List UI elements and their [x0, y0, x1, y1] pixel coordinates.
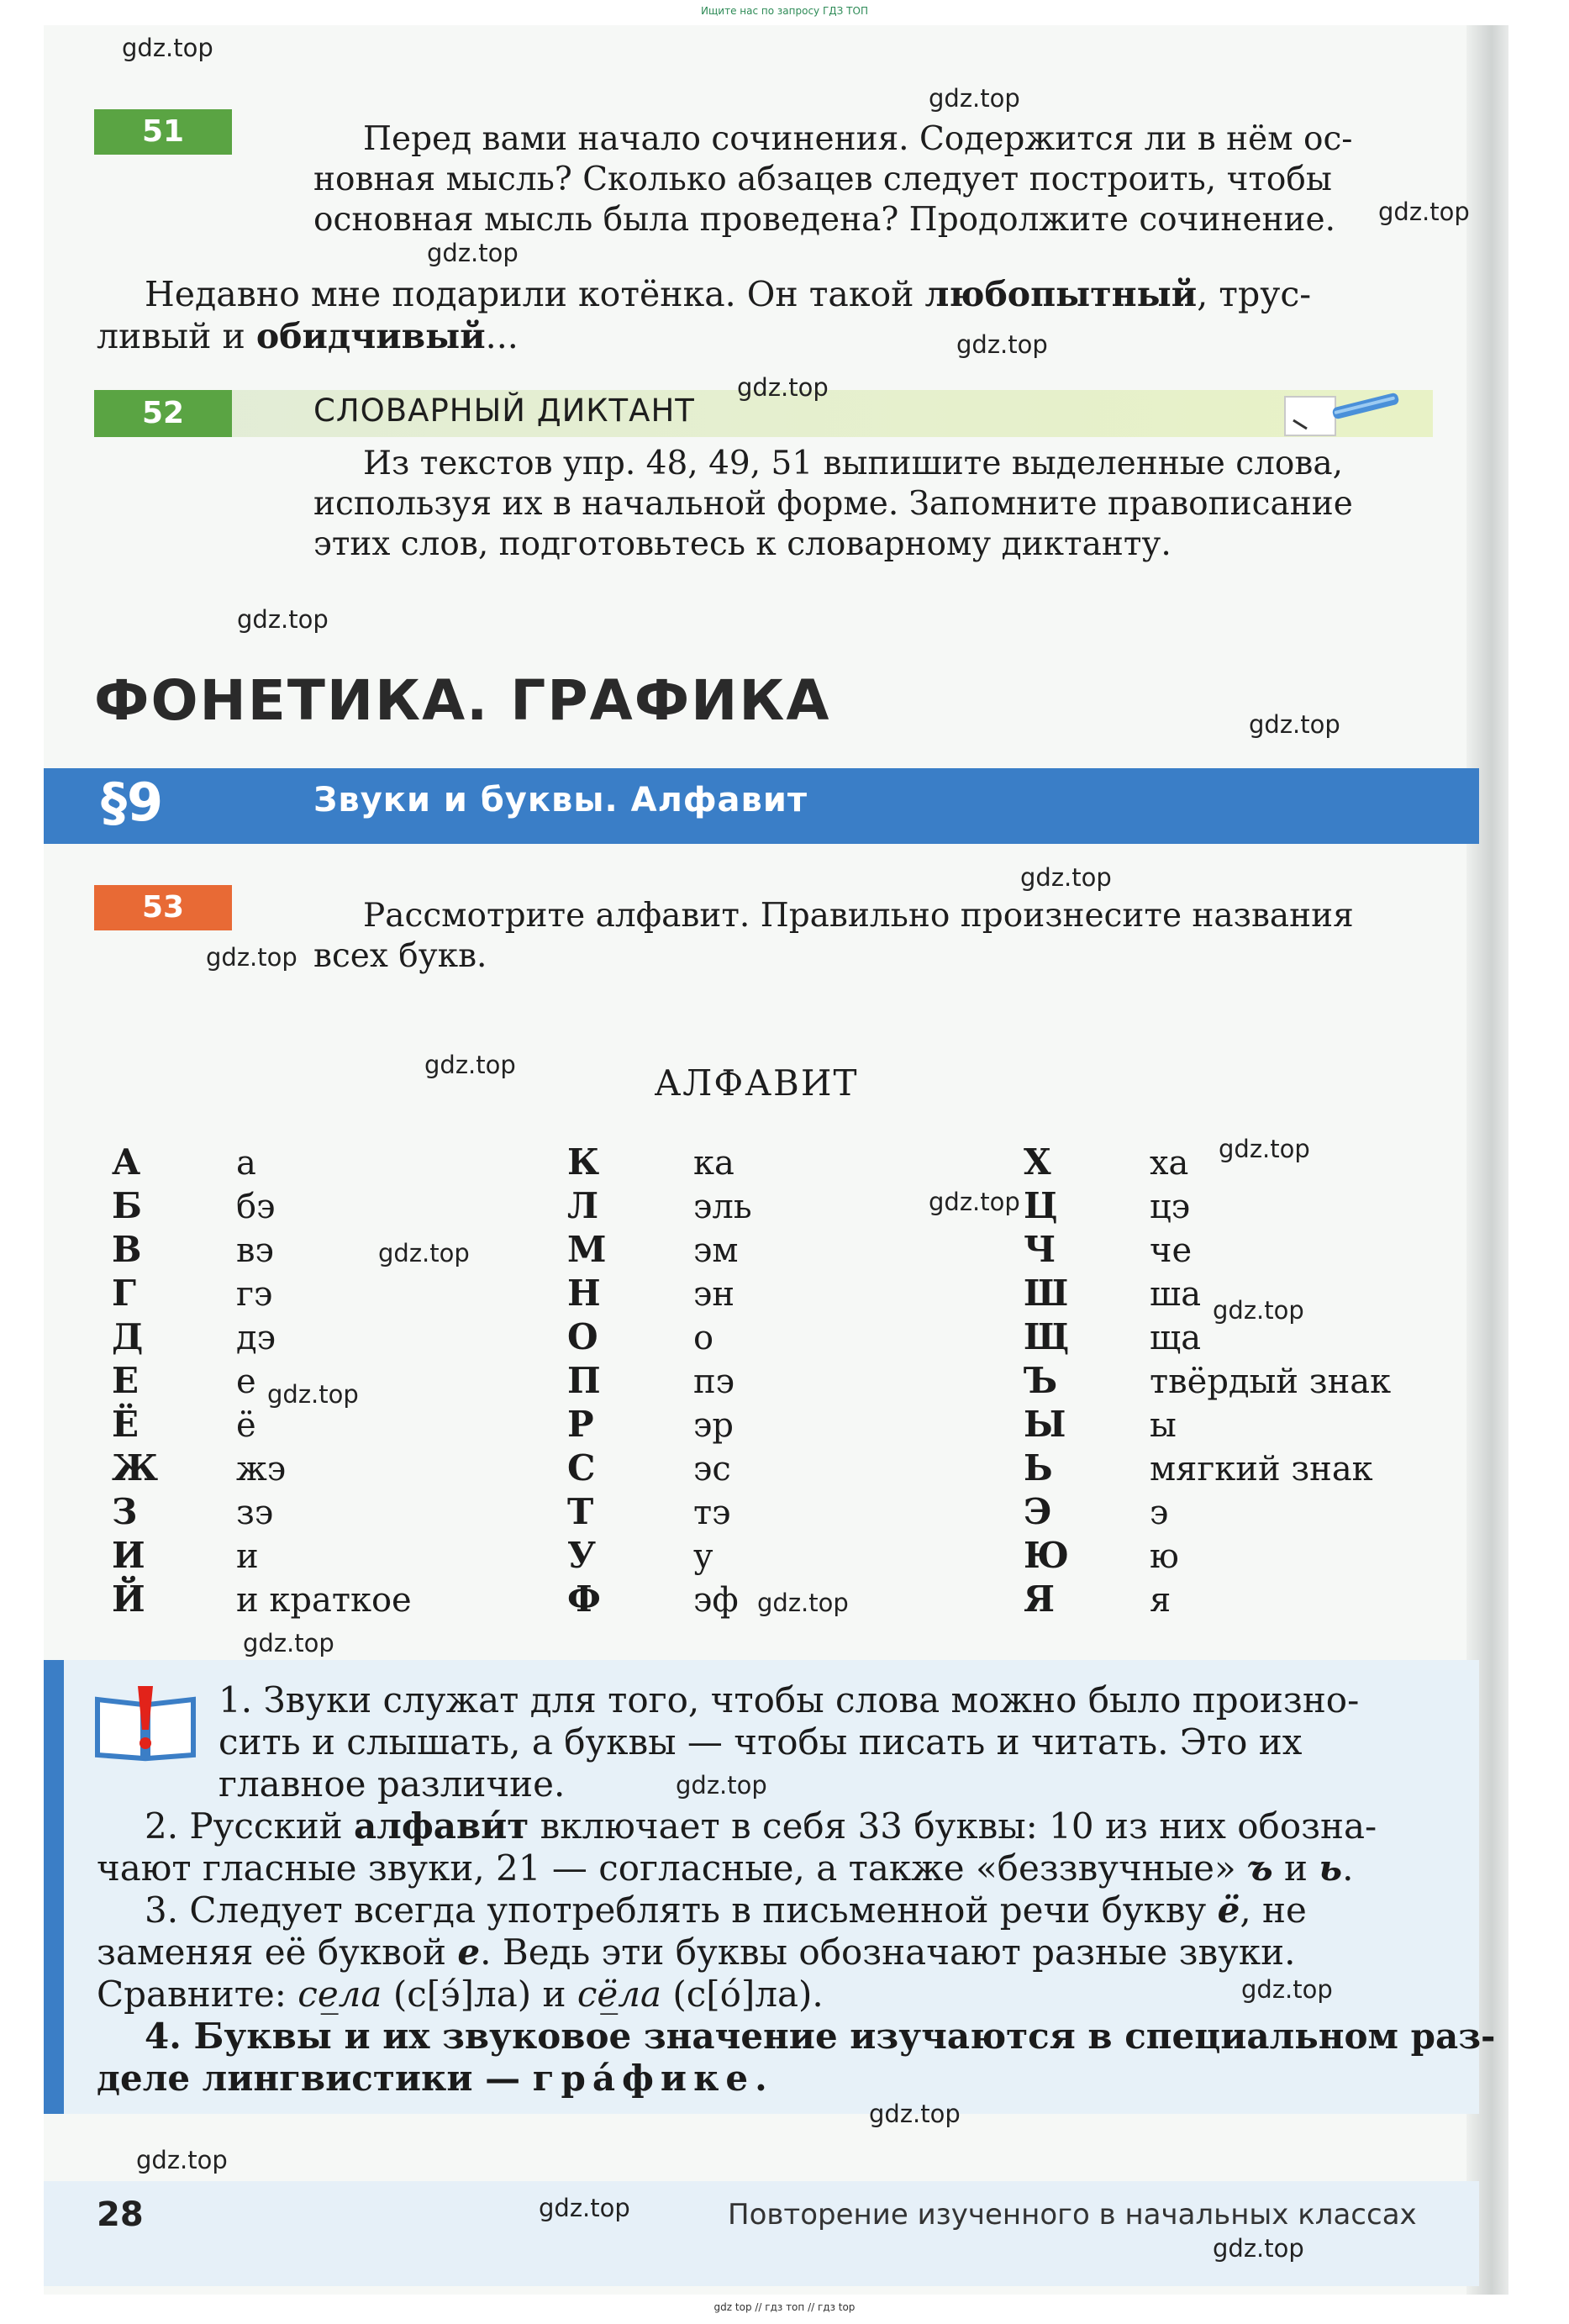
alphabet-letter: Ё: [112, 1404, 140, 1445]
letter-name: и краткое: [236, 1581, 412, 1620]
rule-1-line-1: 1. Звуки служат для того, чтобы слова можно было произно-: [219, 1679, 1360, 1721]
rule-text-span: .: [755, 2058, 767, 2099]
rule-3-line-2: [97, 1931, 1296, 1974]
alphabet-row: [567, 1273, 752, 1316]
letter-name: и: [236, 1537, 259, 1576]
alphabet-letter: Ж: [112, 1447, 159, 1489]
paragraph-title: Звуки и буквы. Алфавит: [313, 781, 808, 819]
alphabet-row: [112, 1578, 412, 1622]
alphabet-letter: Р: [567, 1404, 594, 1445]
watermark: gdz.top: [243, 1629, 334, 1657]
exercise-52-line-1: Из текстов упр. 48, 49, 51 выпишите выделенные слова,: [363, 445, 1343, 482]
alphabet-letter: Н: [567, 1273, 601, 1314]
rule-text-span: чают гласные звуки, 21 — согласные, а также «беззвучные»: [97, 1847, 1248, 1889]
alphabet-row: [567, 1316, 752, 1360]
alphabet-title: АЛФАВИТ: [654, 1062, 859, 1104]
exercise-52-line-3: этих слов, подготовьтесь к словарному диктанту.: [313, 525, 1171, 563]
watermark: gdz.top: [206, 943, 297, 972]
alphabet-letter: Ф: [567, 1578, 601, 1620]
rule-4-line-1: 4. Буквы и их звуковое значение изучаются в специальном раз-: [145, 2016, 1496, 2057]
letter-name: зэ: [236, 1494, 274, 1532]
alphabet-letter: Т: [567, 1491, 594, 1532]
exercise-52-line-2: используя их в начальной форме. Запомните правописание: [313, 485, 1353, 523]
rule-text-span: включает в себя 33 буквы: 10 из них обозна-: [529, 1805, 1377, 1847]
alphabet-letter: О: [567, 1316, 598, 1357]
letter-name: ка: [693, 1144, 734, 1183]
alphabet-letter: Д: [112, 1316, 144, 1357]
alphabet-row: [567, 1229, 752, 1273]
alphabet-row: [567, 1447, 752, 1491]
watermark: gdz.top: [1378, 198, 1470, 226]
letter-name: эр: [693, 1406, 734, 1445]
letter-name: о: [693, 1319, 714, 1357]
essay-text: , трус-: [1197, 274, 1312, 314]
rule-4-line-2: [97, 2058, 767, 2100]
alphabet-letter: Ц: [1024, 1185, 1058, 1226]
rule-text-span: . Ведь эти буквы обозначают разные звуки.: [480, 1931, 1296, 1973]
alphabet-row: [1024, 1229, 1391, 1273]
letter-name: бэ: [236, 1188, 276, 1226]
alphabet-row: [1024, 1273, 1391, 1316]
alphabet-row: [112, 1535, 412, 1578]
alphabet-letter: У: [567, 1535, 597, 1576]
watermark: gdz.top: [1249, 710, 1340, 739]
alphabet-row: [1024, 1447, 1391, 1491]
rule-text-span: (с[э́]ла) и: [382, 1974, 577, 2015]
alphabet-letter: Я: [1024, 1578, 1056, 1620]
alphabet-letter: Б: [112, 1185, 142, 1226]
letter-name: пэ: [693, 1362, 735, 1401]
section-title: ФОНЕТИКА. ГРАФИКА: [94, 668, 831, 733]
exercise-51-line-3: основная мысль была проведена? Продолжите сочинение.: [313, 201, 1335, 239]
essay-bold-word: любопытный: [924, 274, 1198, 314]
letter-name: эн: [693, 1275, 735, 1314]
rule-text-span: заменяя её буквой: [97, 1931, 458, 1973]
rule-text-span: (с[о́]ла).: [661, 1974, 824, 2015]
soft-sign-letter: ь: [1319, 1847, 1343, 1889]
essay-line-1: [145, 274, 1311, 314]
essay-line-2: [97, 316, 519, 356]
alphabet-row: [567, 1185, 752, 1229]
alphabet-letter: З: [112, 1491, 138, 1532]
alphabet-row: [112, 1447, 412, 1491]
letter-name: ю: [1150, 1537, 1179, 1576]
exercise-53-line-1: Рассмотрите алфавит. Правильно произнесите названия: [363, 897, 1354, 935]
alphabet-letter: А: [112, 1141, 141, 1183]
watermark: gdz.top: [424, 1051, 516, 1079]
exercise-51-line-1: Перед вами начало сочинения. Содержится ли в нём ос-: [363, 120, 1353, 158]
alphabet-letter: Ь: [1024, 1447, 1053, 1489]
rule-text-span: .: [1342, 1847, 1354, 1889]
alphabet-row: [1024, 1185, 1391, 1229]
alphabet-letter: Ш: [1024, 1273, 1069, 1314]
alphabet-row: [1024, 1141, 1391, 1185]
watermark: gdz.top: [539, 2194, 630, 2222]
rule-1-line-2: сить и слышать, а буквы — чтобы писать и читать. Это их: [219, 1721, 1303, 1763]
alphabet-letter: Щ: [1024, 1316, 1070, 1357]
letter-name: а: [236, 1144, 256, 1183]
letter-name: ша: [1150, 1275, 1202, 1314]
watermark: gdz.top: [869, 2100, 961, 2128]
watermark: gdz.top: [1219, 1135, 1310, 1163]
alphabet-letter: С: [567, 1447, 596, 1489]
alphabet-row: [1024, 1404, 1391, 1447]
alphabet-letter: И: [112, 1535, 145, 1576]
letter-name: гэ: [236, 1275, 273, 1314]
alphabet-row: [112, 1491, 412, 1535]
top-banner: Ищите нас по запросу ГДЗ ТОП: [701, 5, 868, 17]
running-title: Повторение изученного в начальных классах: [728, 2198, 1417, 2232]
watermark: gdz.top: [757, 1589, 849, 1617]
alphabet-row: [567, 1578, 752, 1622]
letter-name: твёрдый знак: [1150, 1362, 1392, 1401]
page-number: 28: [97, 2195, 144, 2234]
letter-name: эм: [693, 1231, 739, 1270]
bottom-banner: gdz top // гдз топ // гдз top: [713, 2301, 856, 2313]
example-syola: сё̲ла: [577, 1974, 661, 2015]
exclamation-book-icon: [94, 1681, 197, 1762]
alphabet-row: [1024, 1316, 1391, 1360]
letter-name: ё: [236, 1406, 256, 1445]
alphabet-row: [112, 1141, 412, 1185]
watermark: gdz.top: [956, 330, 1048, 359]
exercise-52-badge: 52: [94, 390, 232, 437]
watermark: gdz.top: [136, 2146, 228, 2174]
alphabet-letter: Э: [1024, 1491, 1052, 1532]
paragraph-number: §9: [101, 772, 164, 833]
exercise-51-line-2: новная мысль? Сколько абзацев следует построить, чтобы: [313, 161, 1332, 198]
watermark: gdz.top: [378, 1239, 470, 1267]
rule-2-line-1: [145, 1805, 1377, 1847]
alphabet-letter: Ю: [1024, 1535, 1070, 1576]
alphabet-letter: В: [112, 1229, 142, 1270]
letter-yo: ё: [1217, 1889, 1240, 1931]
alphabet-letter: Г: [112, 1273, 136, 1314]
watermark: gdz.top: [1020, 863, 1112, 892]
term-alphabet: алфави́т: [354, 1805, 529, 1847]
hard-sign-letter: ъ: [1247, 1847, 1273, 1889]
essay-text: ливый и: [97, 316, 256, 356]
letter-name: ха: [1150, 1144, 1189, 1183]
letter-name: я: [1150, 1581, 1171, 1620]
alphabet-row: [1024, 1360, 1391, 1404]
letter-name: эф: [693, 1581, 739, 1620]
exercise-51-badge: 51: [94, 109, 232, 155]
alphabet-row: [112, 1316, 412, 1360]
alphabet-letter: Е: [112, 1360, 140, 1401]
rule-text-span: 2. Русский: [145, 1805, 355, 1847]
rule-text-span: деле лингвистики —: [97, 2058, 533, 2099]
alphabet-letter: Ч: [1024, 1229, 1056, 1270]
letter-name: тэ: [693, 1494, 731, 1532]
alphabet-column-2: [567, 1141, 752, 1622]
letter-name: жэ: [236, 1450, 287, 1489]
essay-bold-word: обидчивый: [255, 316, 486, 356]
alphabet-row: [112, 1273, 412, 1316]
alphabet-row: [567, 1491, 752, 1535]
alphabet-letter: К: [567, 1141, 600, 1183]
alphabet-letter: П: [567, 1360, 601, 1401]
exercise-53-line-2: всех букв.: [313, 937, 487, 975]
letter-name: мягкий знак: [1150, 1450, 1373, 1489]
alphabet-row: [567, 1404, 752, 1447]
letter-ye: е: [457, 1931, 481, 1973]
alphabet-letter: М: [567, 1229, 607, 1270]
alphabet-letter: Л: [567, 1185, 599, 1226]
alphabet-row: [1024, 1578, 1391, 1622]
example-sela: се̲ла: [297, 1974, 382, 2015]
rules-accent-bar: [44, 1660, 64, 2114]
exercise-53-badge: 53: [94, 885, 232, 930]
watermark: gdz.top: [929, 84, 1020, 113]
alphabet-letter: Ы: [1024, 1404, 1066, 1445]
letter-name: е: [236, 1362, 256, 1401]
rule-text-span: и: [1272, 1847, 1319, 1889]
watermark: gdz.top: [676, 1771, 767, 1800]
letter-name: эс: [693, 1450, 731, 1489]
rule-text-span: Сравните:: [97, 1974, 298, 2015]
rule-3-line-3: [97, 1974, 824, 2016]
letter-name: дэ: [236, 1319, 276, 1357]
rule-3-line-1: [145, 1889, 1307, 1931]
letter-name: вэ: [236, 1231, 274, 1270]
alphabet-row: [112, 1360, 412, 1404]
letter-name: у: [693, 1537, 713, 1576]
watermark: gdz.top: [929, 1188, 1020, 1216]
letter-name: ы: [1150, 1406, 1177, 1445]
watermark: gdz.top: [122, 34, 213, 62]
watermark: gdz.top: [237, 605, 329, 634]
letter-name: эль: [693, 1188, 752, 1226]
letter-name: цэ: [1150, 1188, 1191, 1226]
alphabet-row: [112, 1185, 412, 1229]
essay-text: ...: [485, 316, 519, 356]
pencil-note-icon: [1282, 388, 1408, 440]
letter-name: э: [1150, 1494, 1169, 1532]
watermark: gdz.top: [1213, 2234, 1304, 2263]
watermark: gdz.top: [1241, 1975, 1333, 2004]
term-grafika: гра́фике: [532, 2058, 756, 2099]
watermark: gdz.top: [737, 373, 829, 402]
letter-name: ща: [1150, 1319, 1202, 1357]
essay-text: Недавно мне подарили котёнка. Он такой: [145, 274, 925, 314]
alphabet-letter: Х: [1024, 1141, 1051, 1183]
letter-name: че: [1150, 1231, 1193, 1270]
rule-1-line-3: главное различие.: [219, 1763, 566, 1805]
dictation-title: СЛОВАРНЫЙ ДИКТАНТ: [313, 393, 695, 429]
alphabet-row: [1024, 1535, 1391, 1578]
watermark: gdz.top: [1213, 1296, 1304, 1325]
alphabet-row: [112, 1404, 412, 1447]
alphabet-column-3: [1024, 1141, 1391, 1622]
alphabet-row: [567, 1141, 752, 1185]
alphabet-letter: Ъ: [1024, 1360, 1058, 1401]
alphabet-column-1: [112, 1141, 412, 1622]
watermark: gdz.top: [427, 239, 519, 267]
rule-2-line-2: [97, 1847, 1353, 1889]
alphabet-row: [567, 1535, 752, 1578]
watermark: gdz.top: [267, 1380, 359, 1409]
alphabet-row: [567, 1360, 752, 1404]
rule-text-span: 3. Следует всегда употреблять в письменной речи букву: [145, 1889, 1218, 1931]
alphabet-letter: Й: [112, 1578, 145, 1620]
alphabet-row: [112, 1229, 412, 1273]
alphabet-row: [1024, 1491, 1391, 1535]
rule-text-span: , не: [1240, 1889, 1307, 1931]
